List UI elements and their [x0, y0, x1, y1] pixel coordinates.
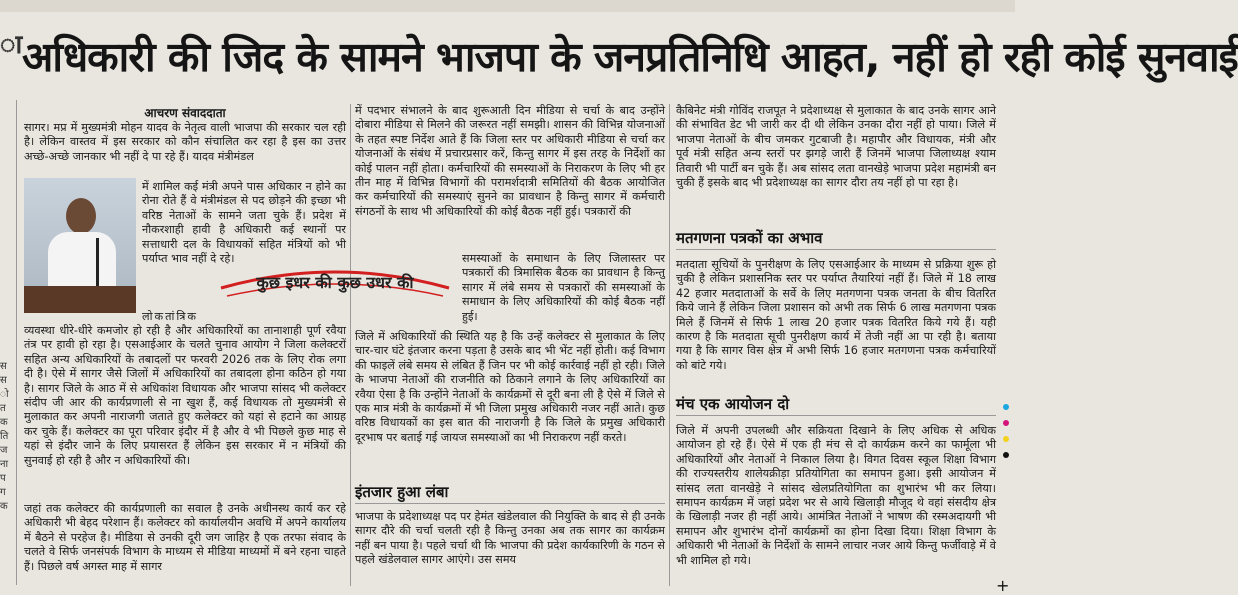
column2-para3: भाजपा के प्रदेशाध्यक्ष पद पर हेमंत खंडेलवाल की नियुक्ति के बाद से ही उनके सागर दौरे की चर्चा चलती रही है किन्तु उनका अब तक सागर का कार्यक्रम नहीं बन पाया है। पहले चर्चा थी कि भाजपा की प्रदेश कार्यकारिणी के गठन से पहले खंडेलवाल सागर आएंगे। उस समय [355, 510, 665, 567]
top-strip [0, 0, 1015, 12]
edge-fragment: प [0, 473, 6, 484]
edge-fragment: ज [0, 445, 8, 456]
edge-fragment: ो [0, 389, 9, 400]
column1-para1-bottom: व्यवस्था धीरे-धीरे कमजोर हो रही है और अधिकारियों का तानाशाही पूर्ण रवैया तंत्र पर हावी हो रहा है। एसआईआर के चलते चुनाव आयोग ने जिला कलेक्टरों सहित अन्य अधिकारियों के तबादलों पर फरवरी 2026 तक के लिए रोक लगा दी है। ऐसे में सागर जैसे जिलों में अधिकारियों का तबादला होना कठिन हो गया है। सागर जिले के आठ में से अधिकांश विधायक और भाजपा सांसद भी कलेक्टर संदीप जी आर की कार्यप्रणाली से ना खुश हैं, कई विधायक तो मुख्यमंत्री से मुलाकात कर अपनी नाराजगी जताते हुए कलेक्टर को यहां से हटाने का आग्रह कर चुके हैं। कलेक्टर का पूरा परिवार इंदौर में है और वे भी पिछले कुछ माह से यहां से इंदौर जाने के लिए प्रयासरत हैं लेकिन इस सरकार में न मंत्रियों की सुनवाई हो रही है और न अधिकारियों की। [24, 324, 346, 467]
column1-beside-photo: में शामिल कई मंत्री अपने पास अधिकार न होने का रोना रोते हैं वे मंत्रीमंडल से पद छोड़ने की इच्छा भी वरिष्ठ नेताओं के सामने जता चुके हैं। प्रदेश में नौकरशाही हावी है अधिकारी कई स्थानों पर सत्ताधारी दल के विधायकों सहित मंत्रियों को भी पर्याप्त भाव नहीं दे रहे। [142, 180, 346, 266]
column2-beside-kicker: समस्याओं के समाधान के लिए जिलास्तर पर पत्रकारों की त्रिमासिक बैठक का प्रावधान है किन्तु सागर में लंबे समय से पत्रकारों की समस्याओं के समाधान के लिए अधिकारियों की कोई बैठक नहीं हुई। [462, 252, 665, 323]
column1-para2: जहां तक कलेक्टर की कार्यप्रणाली का सवाल है उनके अधीनस्थ कार्य कर रहे अधिकारी भी बेहद परेशान हैं। कलेक्टर को कार्यालयीन अवधि में अपने कार्यालय में बैठने से परहेज है। मीडिया से उनकी दूरी जग जाहिर है एक तरफा संवाद के चलते वे सिर्फ जनसंपर्क विभाग के माध्यम से मीडिया माध्यमों में बने रहना चाहते हैं। पिछले वर्ष अगस्त माह में सागर [24, 502, 346, 573]
column2-para1: में पदभार संभालने के बाद शुरूआती दिन मीडिया से चर्चा के बाद उन्होंने दोबारा मीडिया से मिलने की जरूरत नहीं समझी। शासन की विभिन्न योजनाओं के तहत स्पष्ट निर्देश आते हैं कि जिला स्तर पर अधिकारी मीडिया से चर्चा कर योजनाओं के संबंध में प्रचारप्रसार करें, किन्तु सागर में इस तरह के निर्देशों का कोई पालन नहीं होता। कर्मचारियों की समस्याओं के निराकरण के लिए भी हर तीन माह में विभिन्न विभागों की परामर्शदात्री समितियों की बैठक आयोजित कर कर्मचारियों की समस्याएं सुनने का प्रावधान है किन्तु सागर में कर्मचारी संगठनों के साथ भी अधिकारियों की कोई बैठक नहीं हुई। पत्रकारों की [355, 104, 665, 218]
left-edge-column [0, 30, 23, 590]
edge-fragment: ा [0, 30, 23, 60]
subhead-rule [676, 415, 996, 416]
column2-para2: जिले में अधिकारियों की स्थिति यह है कि उन्हें कलेक्टर से मुलाकात के लिए चार-चार घंटे इंतजार करना पड़ता है उसके बाद भी भेंट नहीं होती। कई विभाग की फाइलें लंबे समय से लंबित हैं जिन पर भी कोई कार्रवाई नहीं हो रही। जिले के भाजपा नेताओं की राजनीति को ठिकाने लगाने के लिए अधिकारियों का रवैया ऐसा है कि उन्होंने नेताओं के कार्यक्रमों से दूरी बना ली है ऐसे में जिले से एक मात्र मंत्री के कार्यक्रमों में भी जिला प्रमुख अधिकारी नजर नहीं आते। कुछ वरिष्ठ विधायकों का इस बात की नाराजगी है कि जिले के प्रमुख अधिकारी दूरभाष पर बताई गई जायज समस्याओं का भी निराकरण नहीं करते। [355, 330, 665, 444]
column1-para1-top: सागर। मप्र में मुख्यमंत्री मोहन यादव के नेतृत्व वाली भाजपा की सरकार चल रही है। लेकिन वास्तव में इस सरकार को कौन संचालित कर रहा है इस का उत्तर अच्छे-अच्छे जानकार भी नहीं दे पा रहे हैं। यादव मंत्रीमंडल [24, 121, 346, 163]
column3-subhead-1: मतगणना पत्रकों का अभाव [676, 229, 823, 247]
registration-black-dot [1003, 452, 1009, 458]
column-divider [16, 100, 17, 585]
kicker-label: कुछ इधर की कुछ उधर की [256, 273, 414, 292]
edge-fragment: क [0, 501, 8, 512]
edge-fragment: स [0, 375, 7, 386]
column-divider [350, 104, 351, 586]
kicker-box [215, 262, 455, 300]
registration-cross-icon: + [996, 576, 1010, 595]
column2-subhead: इंतजार हुआ लंबा [355, 483, 449, 501]
registration-yellow-dot [1003, 436, 1009, 442]
column3-para1: कैबिनेट मंत्री गोविंद राजपूत ने प्रदेशाध्यक्ष से मुलाकात के बाद उनके सागर आने की संभावित डेट भी जारी कर दी थी लेकिन उनका दौरा नहीं हो पाया। जिले में भाजपा नेताओं के बीच जमकर गुटबाजी है। महापौर और विधायक, मंत्री और पूर्व मंत्री सहित अन्य स्तरों पर झगड़े जारी हैं जिनमें भाजपा जिलाध्यक्ष श्याम तिवारी भी पार्टी बन चुके हैं। अब सांसद लता वानखेड़े भाजपा प्रदेश महामंत्री बन चुकी हैं इसके बाद भी प्रदेशाध्यक्ष का सागर दौरा तय नहीं हो पा रहा है। [676, 104, 996, 190]
edge-fragment: क [0, 417, 8, 428]
registration-magenta-dot [1003, 420, 1009, 426]
subhead-rule [676, 249, 996, 250]
edge-fragment: त [0, 403, 6, 414]
column3-para3: जिले में अपनी उपलब्धी और सक्रियता दिखाने के लिए अधिक से अधिक आयोजन हो रहे हैं। ऐसे में एक ही मंच से दो कार्यक्रम करने का फार्मूला भी अधिकारियों और नेताओं ने निकाल लिया है। विगत दिवस स्कूल शिक्षा विभाग की राज्यस्तरीय शालेयक्रीड़ा प्रतियोगिता का समापन हुआ। इसी आयोजन में सांसद लता वानखेड़े ने सांसद खेलप्रतियोगिता का शुभारंभ भी कर लिया। समापन कार्यक्रम में जहां प्रदेश भर से आये खिलाड़ी मौजूद थे वहां संसदीय क्षेत्र के खिलाड़ी नजर ही नहीं आये। आमंत्रित नेताओं ने भाषण की रस्मअदायगी भी समापन और शुभारंभ दोनों कार्यक्रमों का होना दिखा दिया। शिक्षा विभाग के अधिकारी भी नेताओं के निर्देशों के सामने लाचार नजर आये किन्तु फर्जीवाड़े में वे भी शामिल हो गये। [676, 424, 996, 567]
registration-cyan-dot [1003, 404, 1009, 410]
edge-fragment: स [0, 361, 7, 372]
edge-fragment: ति [0, 431, 9, 442]
reporter-photo [24, 178, 136, 313]
edge-fragment: ना [0, 459, 9, 470]
edge-fragment: ग [0, 487, 6, 498]
byline: आचरण संवाददाता [144, 106, 226, 120]
column3-subhead-2: मंच एक आयोजन दो [676, 395, 790, 413]
page-headline: अधिकारी की जिद के सामने भाजपा के जनप्रतिनिधि आहत, नहीं हो रही कोई सुनवाई [22, 33, 1238, 81]
column1-lok-tantrik: लोकतांत्रिक [142, 310, 199, 323]
subhead-rule [355, 503, 665, 504]
column3-para2: मतदाता सूचियों के पुनरीक्षण के लिए एसआईआर के माध्यम से प्रक्रिया शुरू हो चुकी है लेकिन प्रशासनिक स्तर पर पर्याप्त तैयारियां नहीं हैं। जिले में 18 लाख 42 हजार मतदाताओं के सर्वे के लिए मतगणना पत्रक जनता के बीच वितरित किये जाने हैं लेकिन जिला प्रशासन को अभी तक सिर्फ 6 लाख मतगणना पत्रक मिले हैं जिनमें से सिर्फ 1 लाख 20 हजार पत्रक वितरित किये गये हैं। यही कारण है कि मतदाता सूची पुनरीक्षण कार्य में तेजी नहीं आ पा रही है। बताया गया है कि सागर विस क्षेत्र में अभी सिर्फ 16 हजार मतगणना पत्रक कर्मचारियों को बांटे गये। [676, 258, 996, 372]
column-divider [669, 104, 670, 586]
